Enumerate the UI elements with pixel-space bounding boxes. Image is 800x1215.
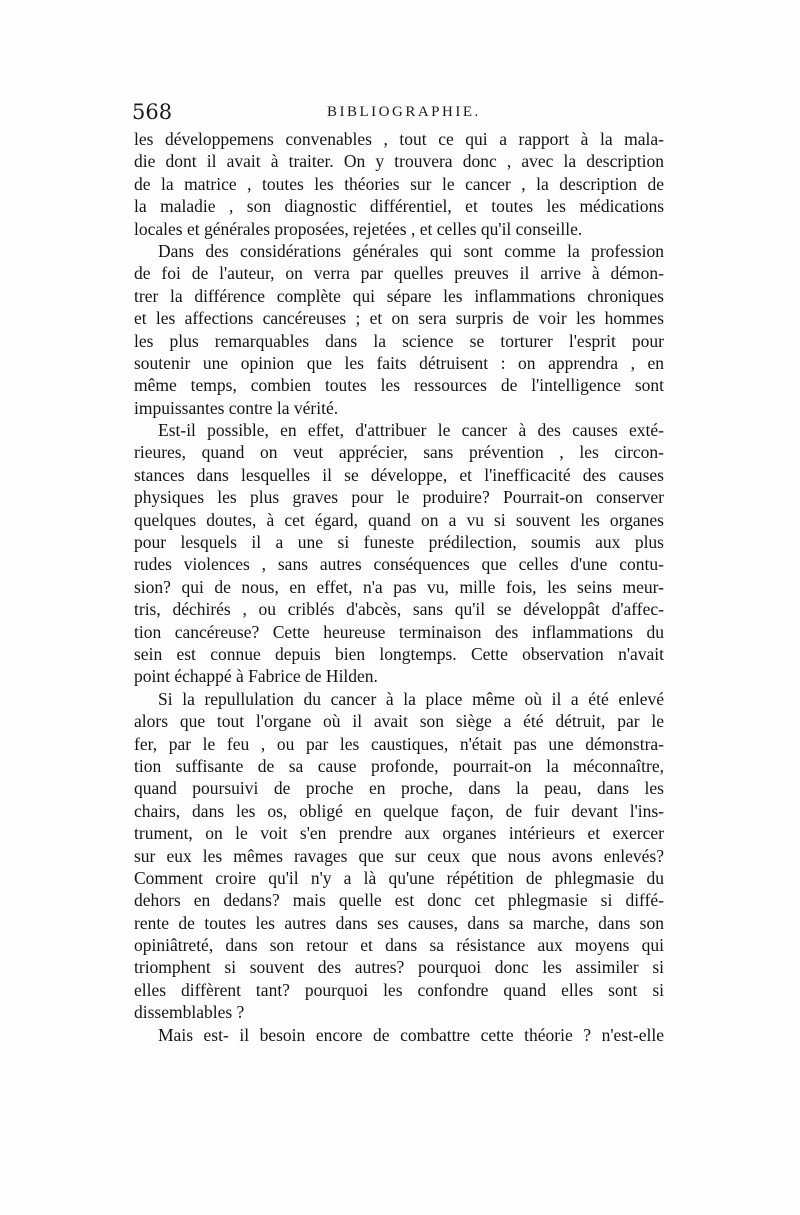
text-line: sein est connue depuis bien longtemps. Cette observation n'avait (134, 643, 664, 664)
text-line: die dont il avait à traiter. On y trouvera donc , avec la description (134, 151, 664, 172)
text-line: même temps, combien toutes les ressources de l'intelligence sont (134, 375, 664, 396)
text-line: dissemblables ? (134, 1002, 245, 1023)
text-line: Mais est- il besoin encore de combattre cette théorie ? n'est-elle (158, 1024, 664, 1045)
text-line: physiques les plus graves pour le produire? Pourrait-on conserver (134, 487, 664, 508)
text-line: point échappé à Fabrice de Hilden. (134, 666, 378, 687)
text-line: impuissantes contre la vérité. (134, 397, 339, 418)
text-line: locales et générales proposées, rejetées , et celles qu'il conseille. (134, 218, 583, 239)
text-line: rieures, quand on veut apprécier, sans prévention , les circon- (134, 442, 664, 463)
text-line: les plus remarquables dans la science se torturer l'esprit pour (134, 330, 664, 351)
text-line: de foi de l'auteur, on verra par quelles preuves il arrive à démon- (134, 263, 664, 284)
text-line: elles diffèrent tant? pourquoi les confondre quand elles sont si (134, 979, 664, 1000)
text-line: stances dans lesquelles il se développe, et l'inefficacité des causes (134, 464, 664, 485)
text-line: quelques doutes, à cet égard, quand on a vu si souvent les organes (134, 509, 664, 530)
text-line: trument, on le voit s'en prendre aux organes intérieurs et exercer (134, 823, 664, 844)
text-line: pour lesquels il a une si funeste prédilection, soumis aux plus (134, 532, 664, 553)
text-line: trer la différence complète qui sépare les inflammations chroniques (134, 285, 664, 306)
text-line: triomphent si souvent des autres? pourquoi donc les assimiler si (134, 957, 664, 978)
text-line: Dans des considérations générales qui sont comme la profession (158, 240, 664, 261)
text-line: de la matrice , toutes les théories sur le cancer , la description de (134, 173, 664, 194)
text-line: rente de toutes les autres dans ses causes, dans sa marche, dans son (134, 912, 664, 933)
text-line: chairs, dans les os, obligé en quelque façon, de fuir devant l'ins- (134, 800, 664, 821)
text-line: sion? qui de nous, en effet, n'a pas vu, mille fois, les seins meur- (134, 576, 664, 597)
running-title: BIBLIOGRAPHIE. (327, 104, 481, 120)
text-line: alors que tout l'organe où il avait son siège a été détruit, par le (134, 711, 664, 732)
text-line: dehors en dedans? mais quelle est donc cet phlegmasie si diffé- (134, 890, 664, 911)
text-line: quand poursuivi de proche en proche, dans la peau, dans les (134, 778, 664, 799)
body-text (134, 128, 664, 1046)
text-line: et les affections cancéreuses ; et on sera surpris de voir les hommes (134, 308, 664, 329)
text-line: Est-il possible, en effet, d'attribuer le cancer à des causes exté- (158, 420, 664, 441)
text-line: tion cancéreuse? Cette heureuse terminaison des inflammations du (134, 621, 664, 642)
text-line: fer, par le feu , ou par les caustiques, n'était pas une démonstra- (134, 733, 664, 754)
text-line: sur eux les mêmes ravages que sur ceux que nous avons enlevés? (134, 845, 664, 866)
text-line: rudes violences , sans autres conséquences que celles d'une contu- (134, 554, 664, 575)
text-line: les développemens convenables , tout ce qui a rapport à la mala- (134, 129, 664, 149)
text-line: tion suffisante de sa cause profonde, pourrait-on la méconnaître, (134, 755, 664, 776)
page-number: 568 (132, 100, 173, 124)
text-line: soutenir une opinion que les faits détruisent : on apprendra , en (134, 352, 664, 373)
text-line: Comment croire qu'il n'y a là qu'une répétition de phlegmasie du (134, 867, 664, 888)
text-line: opiniâtreté, dans son retour et dans sa résistance aux moyens qui (134, 935, 664, 956)
page-header (132, 100, 672, 128)
text-line: Si la repullulation du cancer à la place même où il a été enlevé (158, 688, 664, 709)
text-line: la maladie , son diagnostic différentiel, et toutes les médications (134, 196, 664, 217)
text-line: tris, déchirés , ou criblés d'abcès, sans qu'il se développât d'affec- (134, 599, 664, 620)
